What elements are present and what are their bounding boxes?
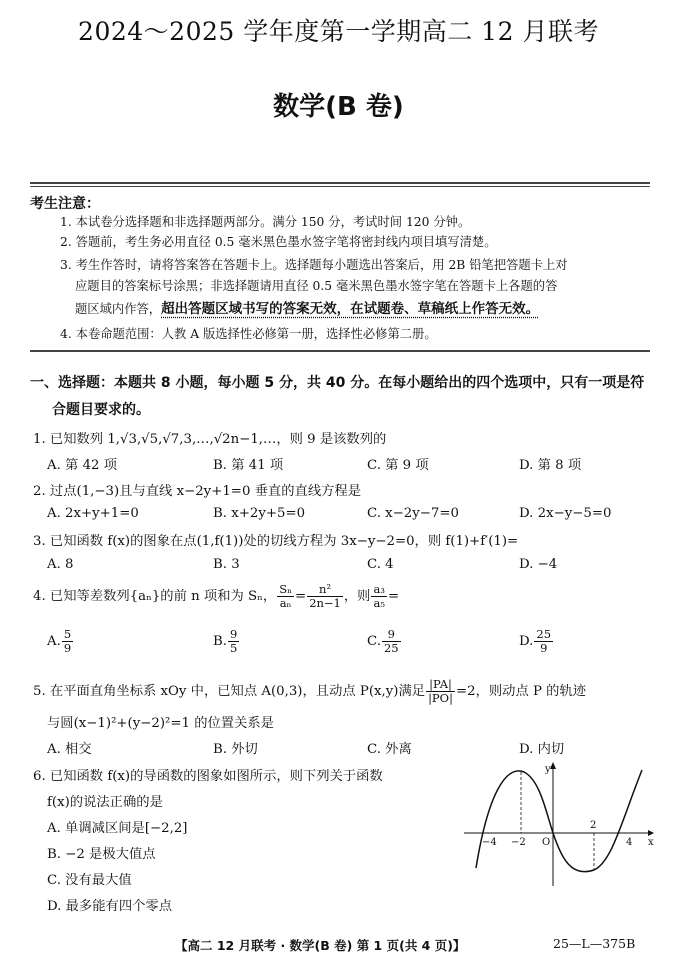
q3-option-c: C. 4	[367, 557, 394, 572]
q4-stem-a: 4. 已知等差数列{aₙ}的前 n 项和为 Sₙ，	[33, 589, 277, 604]
y-axis-arrow	[550, 762, 556, 769]
tick-label-neg2: −2	[511, 837, 526, 848]
exam-title: 2024～2025 学年度第一学期高二 12 月联考	[78, 17, 599, 46]
notice-item-4: 4. 本卷命题范围：人教 A 版选择性必修第一册，选择性必修第二册。	[60, 327, 437, 341]
q4-f1-den: aₙ	[279, 596, 292, 610]
notice-title: 考生注意：	[30, 196, 100, 212]
q6-option-a: A. 单调减区间是[−2,2]	[47, 821, 188, 836]
q4-f2-den: 2n−1	[309, 596, 341, 610]
q4-d-fraction	[534, 628, 553, 655]
question-5-stem	[33, 678, 586, 705]
q5-option-a: A. 相交	[47, 742, 92, 757]
q4-option-b	[213, 628, 240, 655]
q4-c-den: 25	[383, 641, 399, 655]
q5-stem-b: =2，则动点 P 的轨迹	[455, 684, 587, 699]
q4-c-label: C.	[367, 634, 381, 649]
q2-option-d: D. 2x−y−5=0	[519, 506, 612, 521]
q4-stem-c: =	[387, 589, 400, 604]
q4-b-num: 9	[230, 627, 238, 641]
q3-option-a: A. 8	[47, 557, 74, 572]
q5-stem-a: 5. 在平面直角坐标系 xOy 中，已知点 A(0,3)，且动点 P(x,y)满足	[33, 684, 426, 699]
q4-c-num: 9	[382, 628, 401, 642]
q1-option-c: C. 第 9 项	[367, 458, 429, 473]
q5-f-den: |PO|	[428, 691, 453, 705]
q4-f3-num: a₃	[373, 582, 385, 596]
q1-option-a: A. 第 42 项	[47, 458, 118, 473]
q2-option-c: C. x−2y−7=0	[367, 506, 459, 521]
x-axis-label: x	[648, 837, 654, 848]
q4-f2-num: n²	[307, 583, 343, 597]
q2-option-a: A. 2x+y+1=0	[47, 506, 139, 521]
q4-f3-den: a₅	[373, 596, 385, 610]
q5-option-d: D. 内切	[519, 742, 565, 757]
q4-fraction-s-over-a	[277, 583, 294, 610]
q4-fraction-n2	[307, 583, 343, 610]
notice-item-2: 2. 答题前，考生务必用直径 0.5 毫米黑色墨水签字笔将密封线内项目填写清楚。	[60, 235, 497, 249]
question-5-line2: 与圆(x−1)²+(y−2)²=1 的位置关系是	[47, 716, 274, 731]
notice-divider	[30, 350, 650, 352]
notice-item-3-end	[75, 300, 539, 318]
q4-a-den: 9	[63, 641, 72, 655]
question-4-stem	[33, 583, 399, 610]
q6-option-d: D. 最多能有四个零点	[47, 899, 173, 914]
q4-eq: =	[295, 589, 307, 604]
section-heading-line1: 一、选择题：本题共 8 小题，每小题 5 分，共 40 分。在每小题给出的四个选项中，只有一项是符	[30, 375, 645, 391]
q4-f1-num: Sₙ	[279, 582, 293, 596]
q5-option-b: B. 外切	[213, 742, 258, 757]
paper-code: 25—L—375B	[553, 936, 636, 951]
subject-title: 数学(B 卷)	[273, 92, 404, 122]
q4-stem-b: ，则	[343, 589, 371, 604]
notice-item-3-cont: 应题目的答案标号涂黑；非选择题请用直径 0.5 毫米黑色墨水签字笔在答题卡上各题的答	[75, 279, 558, 293]
question-6-line1: 6. 已知函数 f(x)的导函数的图象如图所示，则下列关于函数	[33, 769, 383, 784]
q4-a-num: 5	[63, 627, 72, 641]
q6-option-c: C. 没有最大值	[47, 873, 132, 888]
q5-fraction	[426, 678, 455, 705]
q5-f-num: |PA|	[426, 678, 455, 692]
q4-d-den: 9	[540, 641, 548, 655]
y-axis-label: y	[545, 764, 551, 775]
q4-option-c	[367, 628, 402, 655]
notice-item-3-tail: 题区域内作答，	[75, 302, 162, 316]
q5-option-c: C. 外离	[367, 742, 412, 757]
q4-c-fraction	[382, 628, 401, 655]
q1-option-d: D. 第 8 项	[519, 458, 582, 473]
notice-item-3: 3. 考生作答时，请将答案答在答题卡上。选择题每小题选出答案后，用 2B 铅笔把答题卡上对	[60, 258, 568, 272]
derivative-curve	[476, 770, 642, 872]
q3-option-b: B. 3	[213, 557, 240, 572]
q4-b-fraction	[228, 628, 239, 655]
tick-label-neg4: −4	[482, 837, 497, 848]
q4-fraction-a3-a5	[371, 583, 386, 610]
top-divider-thin	[30, 186, 650, 187]
origin-label: O	[542, 837, 551, 848]
notice-item-1: 1. 本试卷分选择题和非选择题两部分。满分 150 分，考试时间 120 分钟。	[60, 215, 471, 229]
page-footer: 【高二 12 月联考 · 数学(B 卷) 第 1 页(共 4 页)】	[175, 938, 466, 953]
q4-b-den: 5	[230, 641, 238, 655]
q4-a-fraction	[62, 628, 73, 655]
question-3-stem: 3. 已知函数 f(x)的图象在点(1,f(1))处的切线方程为 3x−y−2=0，则 f(1)+f′(1)=	[33, 534, 519, 549]
top-divider	[30, 182, 650, 184]
q4-d-num: 25	[536, 627, 552, 641]
question-6-line2: f(x)的说法正确的是	[47, 795, 163, 810]
notice-emphasis: 超出答题区域书写的答案无效，在试题卷、草稿纸上作答无效。	[161, 301, 540, 317]
q2-option-b: B. x+2y+5=0	[213, 506, 306, 521]
q6-option-b: B. −2 是极大值点	[47, 847, 156, 862]
question-2-stem: 2. 过点(1,−3)且与直线 x−2y+1=0 垂直的直线方程是	[33, 484, 362, 499]
q3-option-d: D. −4	[519, 557, 558, 572]
question-1-stem: 1. 已知数列 1,√3,√5,√7,3,…,√2n−1,…，则 9 是该数列的	[33, 432, 387, 447]
q4-d-label: D.	[519, 634, 534, 649]
derivative-graph	[462, 760, 657, 890]
q4-a-label: A.	[47, 634, 61, 649]
q1-option-b: B. 第 41 项	[213, 458, 284, 473]
section-heading-line2: 合题目要求的。	[52, 402, 150, 418]
q4-option-a	[47, 628, 74, 655]
tick-label-2: 2	[590, 820, 597, 831]
q4-b-label: B.	[213, 634, 227, 649]
q4-option-d	[519, 628, 554, 655]
x-axis-arrow	[648, 830, 654, 836]
tick-label-4: 4	[626, 837, 633, 848]
